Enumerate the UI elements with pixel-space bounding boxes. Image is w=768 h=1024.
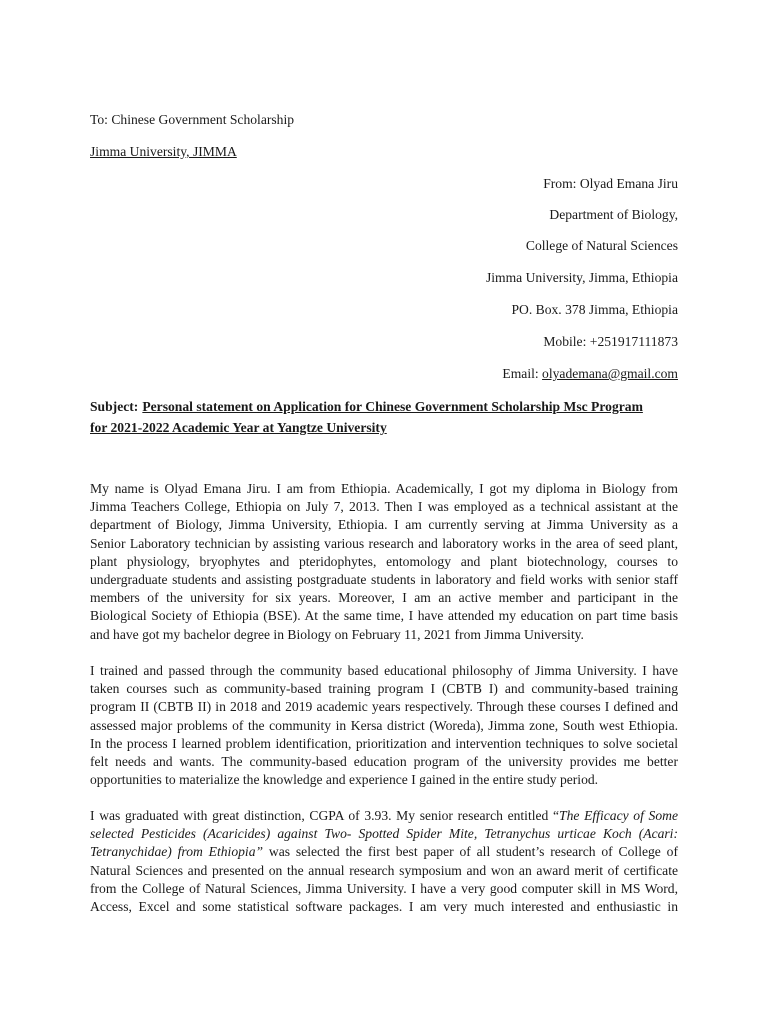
paragraph-line: Access, Excel and some statistical software packages. I am very much interested and enthusiastic in [90,899,678,915]
sender-university: Jimma University, Jimma, Ethiopia [485,270,678,285]
paragraph-line: taken courses such as community-based training program I (CBTB I) and community-based training [90,681,678,697]
subject-line-2: for 2021-2022 Academic Year at Yangtze University [90,420,387,435]
paragraph-line: undergraduate students and assisting postgraduate students in laboratory and field works with senior staff [90,572,678,588]
research-title: Tetranychidae) from Ethiopia” [90,844,264,860]
paragraph-line: assessed major problems of the community in Kersa district (Woreda), Jimma zone, South west Ethiopia. [90,717,678,733]
email-link[interactable]: olyademana@gmail.com [542,366,678,381]
sender-mobile: Mobile: +251917111873 [543,334,678,349]
recipient-line-2: Jimma University, JIMMA [90,144,237,159]
paragraph-line: members of the university for six years. Moreover, I am an active member and participant in the [90,590,678,606]
paragraph-line: Jimma Teachers College, Ethiopia on July 7, 2013. Then I was employed as a technical assistant at the [90,499,678,515]
paragraph-line: felt needs and wants. The community-based education program of the university provides me better [90,754,678,770]
paragraph-line: In the process I learned problem identification, prioritization and intervention techniques to solve societal [90,735,678,751]
paragraph-line [90,843,678,861]
paragraph-line: Natural Sciences and presented on the annual research symposium and won an award merit of certificate [90,862,678,878]
subject-block [90,396,678,438]
paragraph-text: was selected the first best paper of all student’s research of College of [263,844,679,860]
paragraph-line: opportunities to materialize the knowledge and experience I gained in the entire study period. [90,772,599,788]
paragraph-line: I trained and passed through the community based educational philosophy of Jimma University. I have [90,663,678,678]
paragraph-3 [90,807,678,916]
recipient-line-1: To: Chinese Government Scholarship [90,112,295,127]
paragraph-line: Senior Laboratory technician by assisting various research and laboratory works in the area of seed plant, [90,535,678,551]
subject-label: Subject: [90,399,139,414]
paragraph-line [90,825,678,843]
paragraph-line: department of Biology, Jimma University, Ethiopia. I am currently serving at Jimma University as a [90,517,678,533]
research-title: selected Pesticides (Acaricides) against Two- Spotted Spider Mite, Tetranychus urticae Koch (Acari: [90,826,678,842]
paragraph-line: plant physiology, bryophytes and pteridophytes, entomology and plant biotechnology, courses to [90,553,678,569]
paragraph-line: My name is Olyad Emana Jiru. I am from Ethiopia. Academically, I got my diploma in Biology from [90,481,678,496]
paragraph-line: from the College of Natural Sciences, Jimma University. I have a very good computer skill in MS Word, [90,880,678,896]
sender-college: College of Natural Sciences [525,238,678,253]
research-title: The Efficacy of Some [559,808,678,823]
subject-line-1: Personal statement on Application for Chinese Government Scholarship Msc Program [142,399,643,414]
paragraph-1 [90,480,678,644]
paragraph-line: Biological Society of Ethiopia (BSE). At the same time, I have attended my education on part time basis [90,608,678,624]
sender-from: From: Olyad Emana Jiru [543,176,678,191]
email-label: Email: [502,366,543,381]
paragraph-2 [90,662,678,789]
paragraph-line [90,807,678,825]
sender-email-line [502,366,678,382]
paragraph-line: program II (CBTB II) in 2018 and 2019 academic years respectively. Through these courses I defined and [90,699,678,715]
paragraph-line: and have got my bachelor degree in Biology on February 11, 2021 from Jimma University. [90,626,584,642]
paragraph-text: I was graduated with great distinction, CGPA of 3.93. My senior research entitled “ [90,808,560,823]
sender-pobox: PO. Box. 378 Jimma, Ethiopia [511,302,678,317]
sender-department: Department of Biology, [549,207,678,222]
